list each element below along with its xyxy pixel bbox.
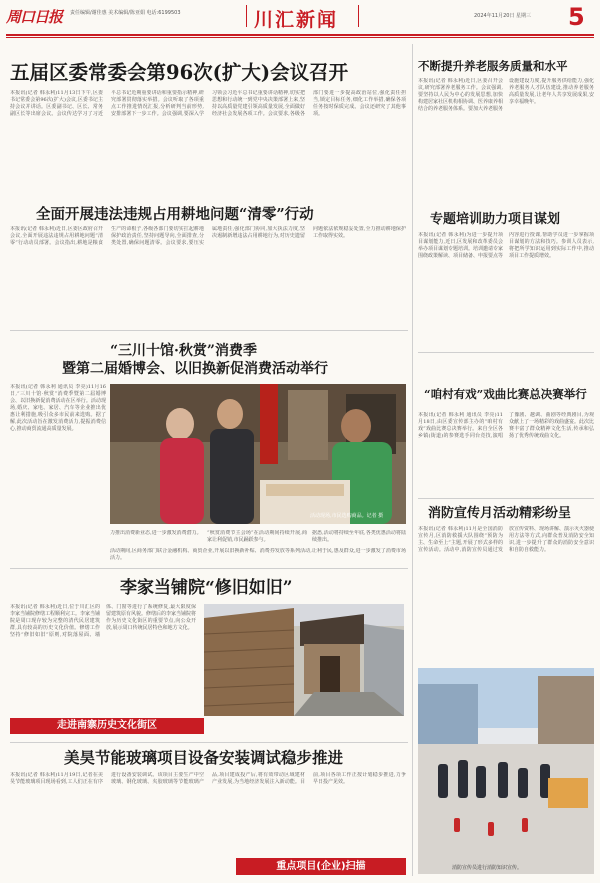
masthead-rule: [6, 34, 594, 36]
photo-fire: [418, 668, 594, 874]
column-divider: [412, 44, 413, 876]
section-rule-2: [10, 568, 408, 569]
body-glass: 本报讯(记者 韩永利)11月19日,记者在美昊节能玻璃项目现场看到,工人们正在有序进行设备安装调试。该项目主要生产中空玻璃、钢化玻璃、夹胶玻璃等节能玻璃产品,项目建成投产后,将有效带动区域建材产业发展,为当地经济发展注入新动能。目前,项目各项工作正按计划稳步推进,力争早日投产见效。: [10, 772, 406, 785]
body-elderly: 本报讯(记者 韩永利)近日,区委召开会议,研究部署养老服务工作。会议强调,要坚持以人民为中心的发展思想,加快构建居家社区机构相协调、医养康养相结合的养老服务体系。要加大养老服务设施建设力度,提升服务供给能力,强化养老服务人才队伍建设,推动养老服务高质量发展,让老年人共享发展成果,安享幸福晚年。: [418, 78, 594, 112]
section-rule-3: [10, 742, 408, 743]
caption-consumption-b: “秋赏消费节主会场”在活动期间持续开展,商家让利促销,市民踊跃参与。: [207, 530, 307, 543]
headline-farmland: 全面开展违法违规占用耕地问题“清零”行动: [36, 206, 314, 223]
headline-opera: “咱村有戏”戏曲比赛总决赛举行: [424, 387, 587, 401]
photo-lijia: [204, 604, 404, 716]
body-consumption-left: 本报讯(记者 韩永利 通讯员 李亮)11月16日,“三川十馆·秋赏”消费季暨第二届婚博会、以旧换新促消费活动在区举行。活动现场,婚庆、家电、家居、汽车等企业推出优惠让利措施,吸引众多市民前来选购。据了解,此次活动旨在激发消费活力,提振消费信心,推动商贸流通高质量发展。: [10, 384, 106, 432]
banner-projects: 重点项目(企业)扫描: [236, 858, 406, 875]
body-lijia: 本报讯(记者 韩永利)近日,位于川汇区的李家当铺院修缮工程顺利完工。李家当铺院是周口现存较为完整的清代民居建筑群,具有较高的历史文化价值。修缮工作坚持“修旧如旧”原则,对院落屋面、墙体、门窗等进行了系统修复,最大限度保留建筑原有风貌。修缮后的李家当铺院将作为历史文化街区的重要节点,向公众开放,展示周口传统民居特色和地方文化。: [10, 604, 196, 638]
caption-consumption-c: 据悉,活动将持续至年底,各类优惠活动将陆续推出。: [312, 530, 406, 543]
photo-caption-consumption: 活动现场,市民选购商品。记者 摄: [310, 513, 384, 519]
caption-consumption-a: 力推出消费新业态,进一步激发消费潜力。: [110, 530, 202, 536]
section-divider: [246, 5, 247, 27]
body-opera: 本报讯(记者 韩永利 通讯员 李亮)11月18日,由区委宣传部主办的“咱村有戏”戏曲比赛总决赛举行。来自全区各乡镇(街道)的参赛选手同台竞技,演唱了豫剧、越调、曲剧等经典剧目,为观众献上了一场精彩的戏曲盛宴。此次比赛丰富了群众精神文化生活,传承和弘扬了优秀传统戏曲文化。: [418, 412, 594, 439]
body-fire: 本报讯(记者 韩永利)11月是全国消防宣传月,区消防救援大队围绕“预防为主、生命至上”主题,开展了形式多样的宣传活动。活动中,消防宣传员通过发放宣传资料、现场讲解、演示灭火器使用方法等方式,向群众普及消防安全知识,进一步提升了群众的消防安全意识和自防自救能力。: [418, 526, 594, 553]
masthead-rule-thin: [6, 37, 594, 38]
headline-elderly: 不断提升养老服务质量和水平: [418, 59, 568, 73]
newspaper-logo: 周口日报: [6, 8, 63, 26]
headline-fire: 消防宣传月活动精彩纷呈: [428, 506, 572, 521]
section-title: 川汇新闻: [254, 9, 339, 31]
photo-consumption: [110, 384, 406, 524]
editor-info: 责任编辑/谢佳惠 美术编辑/陈亚娟 电话:6199503: [70, 10, 181, 16]
headline-lijia: 李家当铺院“修旧如旧”: [120, 578, 293, 598]
section-divider-right: [358, 5, 359, 27]
headline-plenary: 五届区委常委会第96次(扩大)会议召开: [10, 61, 349, 84]
body-consumption-right: 活动期间,区商务部门联合金融机构、商贸企业,开展以旧换新补贴、消费券发放等系列活动,让利于民,惠及群众,进一步激发了消费市场活力。: [110, 548, 406, 561]
photo-caption-fire: 消防宣传员进行消防知识宣传。: [452, 865, 523, 871]
page-number: 5: [568, 3, 585, 31]
headline-consumption-1: “三川十馆·秋赏”消费季: [110, 343, 257, 359]
body-plenary: 本报讯(记者 韩永利)11月13日下午,区委书记常委会第96次(扩大)会议,区委书记主持会议并讲话。区委副书记、区长、常务副区长等出席会议。会议传达学习了习近平总书记近期重要讲话和重要指示精神,研究部署贯彻落实举措。会议听取了各项重点工作推进情况汇报,分析研判当前形势,安排部署下一步工作。会议强调,要深入学习领会习近平总书记重要讲话精神,切实把思想和行动统一到党中央决策部署上来,坚持以高质量党建引领高质量发展,全面做好经济社会发展各项工作。会议要求,各级各部门要进一步提高政治站位,强化责任担当,锁定目标任务,细化工作举措,确保各项任务按时保质完成。会议还研究了其他事项。: [10, 90, 406, 117]
headline-consumption-2: 暨第二届婚博会、以旧换新促消费活动举行: [62, 361, 328, 377]
issue-date: 2024年11月20日 星期三: [474, 13, 532, 19]
body-training: 本报讯(记者 韩永利)为进一步提升项目谋划能力,近日,区发展和改革委员会举办项目谋划专题培训。培训邀请专家围绕政策解读、项目储备、申报要点等内容进行授课,帮助学员进一步掌握项目谋划的方法和技巧。参训人员表示,将把所学知识运用到实际工作中,推动项目工作提质增效。: [418, 232, 594, 259]
body-farmland: 本报讯(记者 韩永利)近日,区委区政府召开会议,全面开展违法违规占用耕地问题“清零”行动动员部署。会议指出,耕地是粮食生产的命根子,各级各部门要切实扛起耕地保护政治责任,坚持问题导向,全面排查,分类处置,确保问题清零。会议要求,要压实属地责任,强化部门协同,加大执法力度,坚决遏制新增违法占用耕地行为,对历史遗留问题依法依规稳妥处置,全力推动耕地保护工作取得实效。: [10, 226, 406, 246]
right-rule-1: [418, 352, 594, 353]
headline-training: 专题培训助力项目谋划: [430, 212, 561, 227]
right-rule-2: [418, 498, 594, 499]
banner-nanzhai: 走进南寨历史文化街区: [10, 718, 204, 734]
headline-glass: 美昊节能玻璃项目设备安装调试稳步推进: [64, 748, 344, 767]
masthead: [0, 0, 600, 34]
section-rule: [10, 330, 408, 331]
